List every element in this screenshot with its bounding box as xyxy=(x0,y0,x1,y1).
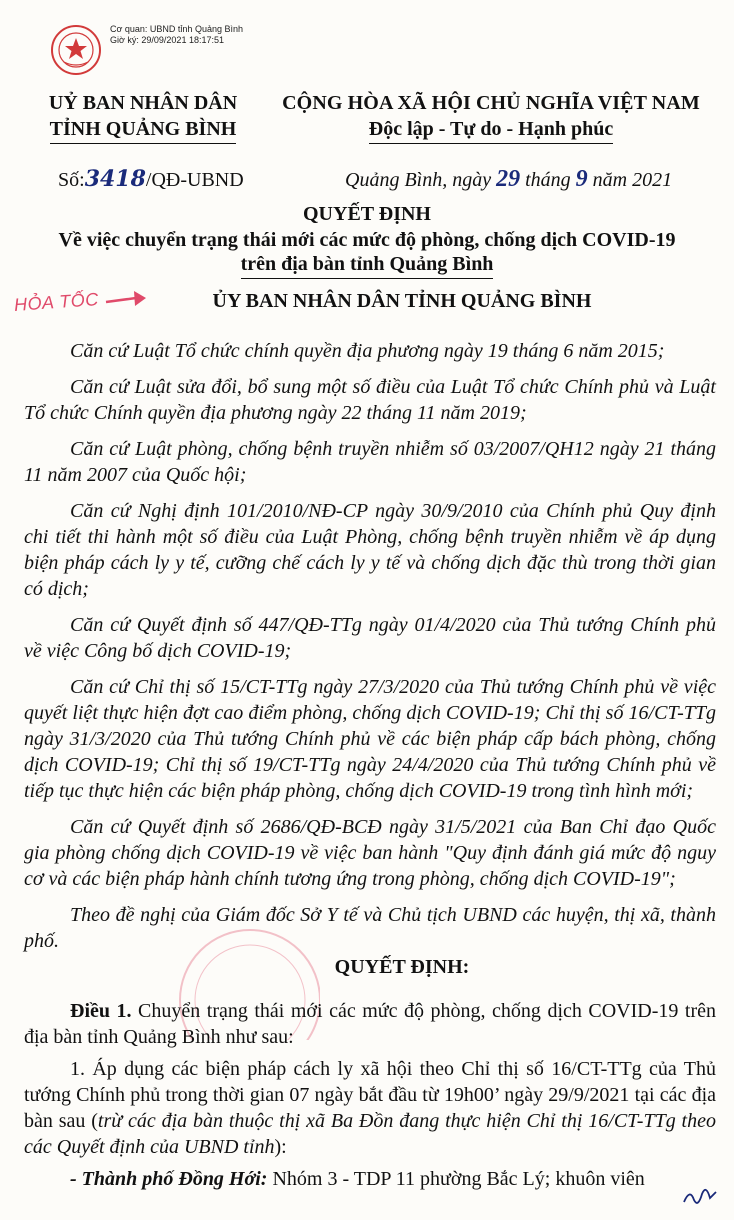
article-1-label: Điều 1. xyxy=(70,1000,132,1022)
subtitle-line1: Về việc chuyển trạng thái mới các mức độ phòng, chống dịch COVID-19 xyxy=(58,229,676,251)
initial-signature-icon xyxy=(680,1180,720,1210)
item-1-italic: trừ các địa bàn thuộc thị xã Ba Đồn đang thực hiện Chỉ thị 16/CT-TTg theo các Quyết định của UBND tỉnh xyxy=(24,1110,716,1158)
place-prefix: Quảng Bình, ngày xyxy=(345,169,492,191)
preamble-item: Căn cứ Luật phòng, chống bệnh truyền nhiễm số 03/2007/QH12 ngày 21 tháng 11 năm 2007 của Quốc hội; xyxy=(24,438,716,486)
preamble-item: Căn cứ Luật sửa đổi, bổ sung một số điều của Luật Tổ chức Chính phủ và Luật Tổ chức Chính quyền địa phương ngày 22 tháng 11 năm 2019; xyxy=(24,376,716,424)
preamble xyxy=(24,338,716,964)
date-month: 9 xyxy=(575,166,588,192)
month-label: tháng xyxy=(525,169,571,191)
article-1-item-2 xyxy=(24,1166,716,1192)
docno-handwritten: 3418 xyxy=(84,166,146,192)
date-day: 29 xyxy=(496,166,521,192)
item-1-text: 1. Áp dụng các biện pháp cách ly xã hội theo Chỉ thị số 16/CT-TTg của Thủ tướng Chính phủ trong thời gian 07 ngày bắt đầu từ 19h00’ ngày 29/9/2021 tại các địa bàn sau ( xyxy=(24,1058,716,1132)
decision-heading: QUYẾT ĐỊNH: xyxy=(334,956,470,978)
signature-time: Giờ ký: 29/09/2021 18:17:51 xyxy=(110,35,224,45)
signature-meta xyxy=(110,24,243,46)
preamble-item: Căn cứ Luật Tổ chức chính quyền địa phương ngày 19 tháng 6 năm 2015; xyxy=(70,340,665,362)
document-number xyxy=(58,166,244,192)
decision-body xyxy=(24,998,716,1198)
urgent-stamp-text: HỎA TỐC xyxy=(13,289,100,315)
article-1-text: Chuyển trạng thái mới các mức độ phòng, chống dịch COVID-19 trên địa bàn tỉnh Quảng Bình như sau: xyxy=(24,1000,716,1048)
signature-agency: Cơ quan: UBND tỉnh Quảng Bình xyxy=(110,24,243,34)
national-header xyxy=(258,90,724,144)
item-1-end: ): xyxy=(274,1136,287,1158)
digital-signature-seal-icon xyxy=(50,24,102,76)
docno-prefix: Số: xyxy=(58,169,85,191)
issuer-line1: UỶ BAN NHÂN DÂN xyxy=(48,92,238,114)
place-date xyxy=(345,166,672,193)
item-2-label: - Thành phố Đồng Hới: xyxy=(70,1168,268,1190)
issuer-line2: TỈNH QUẢNG BÌNH xyxy=(50,116,237,144)
national-motto: Độc lập - Tự do - Hạnh phúc xyxy=(369,116,613,144)
preamble-item: Theo đề nghị của Giám đốc Sở Y tế và Chủ tịch UBND các huyện, thị xã, thành phố. xyxy=(24,904,716,952)
preamble-item: Căn cứ Chỉ thị số 15/CT-TTg ngày 27/3/2020 của Thủ tướng Chính phủ về việc quyết liệt thực hiện đợt cao điểm phòng, chống dịch COVID-19; Chỉ thị số 16/CT-TTg ngày 31/3/2020 của Thủ tướng Chính phủ về các biện pháp cấp bách phòng, chống dịch COVID-19; Chỉ thị số 19/CT-TTg ngày 24/4/2020 của Thủ tướng Chính phủ về tiếp tục thực hiện các biện pháp phòng, chống dịch COVID-19 trong tình hình mới; xyxy=(24,676,716,802)
issuing-authority: ỦY BAN NHÂN DÂN TỈNH QUẢNG BÌNH xyxy=(212,290,592,312)
preamble-item: Căn cứ Quyết định số 447/QĐ-TTg ngày 01/4/2020 của Thủ tướng Chính phủ về việc Công bố dịch COVID-19; xyxy=(24,614,716,662)
article-1 xyxy=(24,998,716,1050)
document-subtitle xyxy=(0,228,734,279)
subtitle-line2: trên địa bàn tỉnh Quảng Bình xyxy=(241,252,494,279)
document-title: QUYẾT ĐỊNH xyxy=(303,203,431,225)
year-label: năm 2021 xyxy=(592,169,673,191)
docno-suffix: /QĐ-UBND xyxy=(145,169,244,191)
preamble-item: Căn cứ Nghị định 101/2010/NĐ-CP ngày 30/9/2010 của Chính phủ Quy định chi tiết thi hành một số điều của Luật Phòng, chống bệnh truyền nhiễm về áp dụng biện pháp cách ly y tế, cưỡng chế cách ly y tế và chống dịch đặc thù trong thời gian có dịch; xyxy=(24,500,716,600)
article-1-item-1 xyxy=(24,1056,716,1160)
issuer-header xyxy=(28,90,258,144)
item-2-text: Nhóm 3 - TDP 11 phường Bắc Lý; khuôn viên xyxy=(267,1168,645,1190)
preamble-item: Căn cứ Quyết định số 2686/QĐ-BCĐ ngày 31/5/2021 của Ban Chỉ đạo Quốc gia phòng chống dịch COVID-19 về việc ban hành "Quy định đánh giá mức độ nguy cơ và các biện pháp hành chính tương ứng trong phòng, chống dịch COVID-19"; xyxy=(24,816,716,890)
national-title: CỘNG HÒA XÃ HỘI CHỦ NGHĨA VIỆT NAM xyxy=(282,92,700,114)
